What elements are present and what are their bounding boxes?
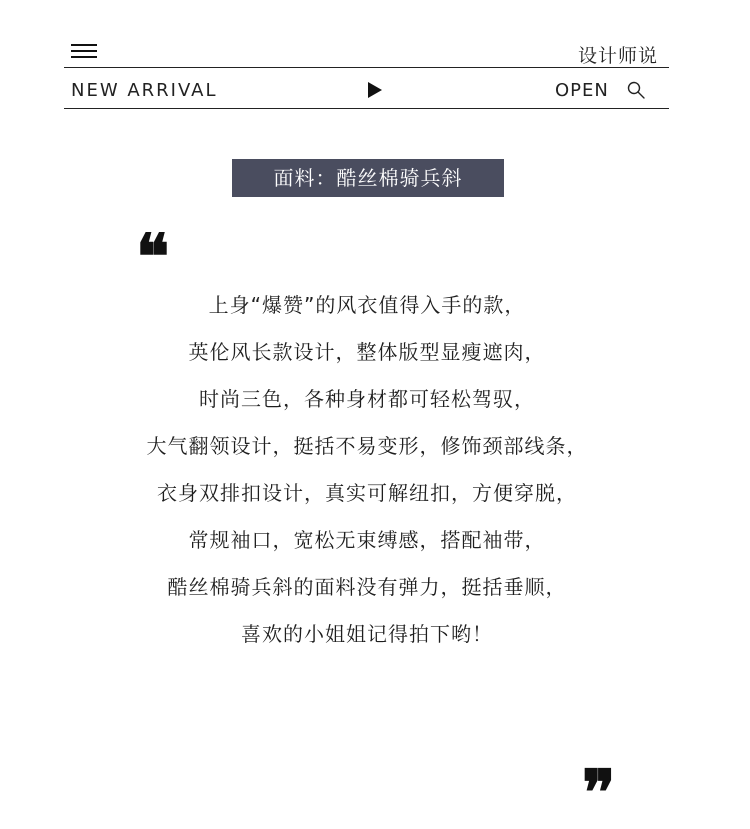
menu-bar — [71, 44, 97, 46]
close-quote-mark: ❞ — [582, 756, 616, 829]
play-icon[interactable] — [368, 82, 382, 98]
new-arrival-label: NEW ARRIVAL — [71, 80, 218, 101]
description-line: 喜欢的小姐姐记得拍下哟！ — [241, 622, 493, 646]
product-description — [0, 282, 734, 658]
description-line: 大气翻领设计，挺括不易变形，修饰颈部线条， — [146, 434, 588, 458]
header-bottom-divider — [64, 108, 669, 109]
fabric-banner: 面料：酷丝棉骑兵斜 — [232, 159, 504, 197]
description-line: 上身“爆赞”的风衣值得入手的款， — [208, 293, 526, 317]
description-line: 酷丝棉骑兵斜的面料没有弹力，挺括垂顺， — [167, 575, 567, 599]
description-line: 常规袖口，宽松无束缚感，搭配袖带， — [188, 528, 546, 552]
top-divider — [64, 67, 669, 68]
description-line: 时尚三色，各种身材都可轻松驾驭， — [199, 387, 535, 411]
description-line: 衣身双排扣设计，真实可解纽扣，方便穿脱， — [157, 481, 577, 505]
menu-bar — [71, 56, 97, 58]
hamburger-menu-icon[interactable] — [71, 44, 97, 58]
designer-says-title: 设计师说 — [577, 45, 658, 67]
open-quote-mark: ❝ — [136, 220, 170, 293]
search-icon[interactable] — [627, 81, 645, 99]
description-line: 英伦风长款设计，整体版型显瘦遮肉， — [188, 340, 546, 364]
menu-bar — [71, 50, 97, 52]
open-link[interactable]: OPEN — [555, 80, 609, 101]
